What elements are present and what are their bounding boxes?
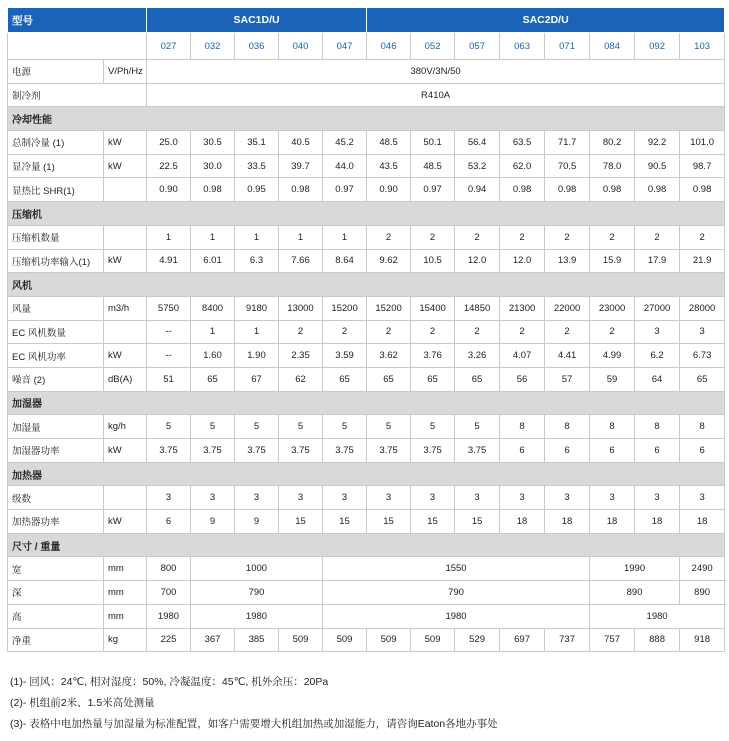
table-cell: 8 [500,415,545,439]
row-label: 风量 [8,296,104,320]
table-cell: 25.0 [147,131,191,155]
table-cell: 64 [635,367,680,391]
table-cell: 5 [235,415,279,439]
table-cell: 53.2 [455,154,500,178]
table-cell: 30.5 [191,131,235,155]
table-cell: 17.9 [635,249,680,273]
table-cell: 6 [680,439,725,463]
row-unit: V/Ph/Hz [104,60,147,84]
table-row [8,225,725,249]
table-cell: 63.5 [500,131,545,155]
table-cell: 2 [545,225,590,249]
blank-cell [8,33,147,60]
footnote-1: (1)- 回风：24℃, 相对湿度：50%, 冷凝温度：45℃, 机外余压：20Pa [10,676,329,688]
table-cell: 2 [367,320,411,344]
table-cell: 44.0 [323,154,367,178]
table-cell: 385 [235,628,279,652]
table-cell: 2 [411,225,455,249]
table-cell: 2 [455,225,500,249]
model-number: 040 [279,33,323,60]
table-cell: 790 [191,581,323,605]
table-cell: 529 [455,628,500,652]
table-row [8,344,725,368]
table-cell: 67 [235,367,279,391]
row-unit: kW [104,131,147,155]
table-cell: 15 [455,510,500,534]
row-unit: mm [104,581,147,605]
table-cell: 98.7 [680,154,725,178]
height-row [8,604,725,628]
model-number: 103 [680,33,725,60]
table-cell: 3.75 [323,439,367,463]
table-cell: 18 [545,510,590,534]
table-row [8,154,725,178]
row-unit: kg/h [104,415,147,439]
table-cell: 92.2 [635,131,680,155]
table-cell: 3 [235,486,279,510]
table-cell: 2 [279,320,323,344]
row-unit: dB(A) [104,367,147,391]
row-label: 级数 [8,486,104,510]
table-cell: 2 [500,225,545,249]
table-cell: 5 [323,415,367,439]
table-cell: 56 [500,367,545,391]
table-cell: 888 [635,628,680,652]
table-cell: 1 [235,225,279,249]
row-unit [104,320,147,344]
table-cell: 3 [411,486,455,510]
table-cell: 8 [590,415,635,439]
row-unit [104,225,147,249]
row-label: 加湿器功率 [8,439,104,463]
table-cell: 0.98 [635,178,680,202]
table-cell: 0.97 [411,178,455,202]
model-number: 036 [235,33,279,60]
footnotes [10,672,498,735]
section-title: 加湿器 [8,391,725,415]
table-cell: 6 [590,439,635,463]
row-unit: kW [104,249,147,273]
table-cell: 1.60 [191,344,235,368]
table-cell: 1.90 [235,344,279,368]
row-label: 净重 [8,628,104,652]
table-cell: 59 [590,367,635,391]
table-cell: 2 [590,225,635,249]
table-row [8,296,725,320]
table-cell: 3 [455,486,500,510]
table-cell: 3.75 [455,439,500,463]
table-cell: 3 [590,486,635,510]
table-cell: 65 [455,367,500,391]
table-row [8,510,725,534]
table-cell: 9.62 [367,249,411,273]
table-row [8,249,725,273]
table-cell: 6.3 [235,249,279,273]
model-label: 型号 [8,8,147,33]
table-cell: 3.75 [279,439,323,463]
group-sac2du: SAC2D/U [367,8,725,33]
table-cell: 0.98 [590,178,635,202]
section-title: 加热器 [8,462,725,486]
table-cell: 3 [635,486,680,510]
table-cell: 18 [680,510,725,534]
table-cell: 7.66 [279,249,323,273]
table-cell: 3.76 [411,344,455,368]
table-cell: 3 [367,486,411,510]
table-cell: 2 [545,320,590,344]
table-cell: 1 [191,225,235,249]
weight-row [8,628,725,652]
table-cell: 2 [635,225,680,249]
table-cell: 737 [545,628,590,652]
table-cell: 1 [235,320,279,344]
table-cell: 509 [323,628,367,652]
table-cell: 0.97 [323,178,367,202]
table-cell: 40.5 [279,131,323,155]
table-cell: 3 [500,486,545,510]
row-unit: kg [104,628,147,652]
table-cell: 0.98 [680,178,725,202]
table-cell: 8400 [191,296,235,320]
table-cell: 6 [500,439,545,463]
footnote-3: (3)- 表格中电加热量与加湿量为标准配置，如客户需要增大机组加热或加湿能力，请咨询Eaton各地办事处 [10,718,498,730]
table-cell: 8 [545,415,590,439]
table-cell: 21300 [500,296,545,320]
table-cell: 6 [635,439,680,463]
section-heater [8,462,725,486]
table-cell: 8 [635,415,680,439]
table-cell: 1980 [323,604,590,628]
table-cell: 5 [191,415,235,439]
table-cell: 10.5 [411,249,455,273]
table-cell: 71.7 [545,131,590,155]
section-title: 压缩机 [8,202,725,226]
table-cell: 6 [545,439,590,463]
refrigerant-value: R410A [147,83,725,107]
row-unit: mm [104,604,147,628]
table-cell: 890 [590,581,680,605]
table-cell: 800 [147,557,191,581]
table-cell: 1 [323,225,367,249]
table-cell: 3 [680,320,725,344]
table-cell: 4.07 [500,344,545,368]
table-cell: 43.5 [367,154,411,178]
table-cell: 700 [147,581,191,605]
table-cell: 22.5 [147,154,191,178]
row-unit: kW [104,510,147,534]
table-row [8,486,725,510]
table-cell: 918 [680,628,725,652]
table-cell: 9 [191,510,235,534]
table-cell: 62.0 [500,154,545,178]
table-cell: 33.5 [235,154,279,178]
table-cell: 62 [279,367,323,391]
table-cell: 0.98 [545,178,590,202]
table-cell: 6 [147,510,191,534]
table-cell: 80.2 [590,131,635,155]
spec-table [7,7,725,652]
table-cell: 757 [590,628,635,652]
table-cell: 1000 [191,557,323,581]
table-cell: 8.64 [323,249,367,273]
table-cell: 30.0 [191,154,235,178]
table-cell: 65 [411,367,455,391]
table-cell: 3.62 [367,344,411,368]
table-cell: 90.5 [635,154,680,178]
model-number: 046 [367,33,411,60]
table-cell: 6.01 [191,249,235,273]
table-cell: 9180 [235,296,279,320]
row-unit: kW [104,154,147,178]
table-cell: 13.9 [545,249,590,273]
table-cell: 21.9 [680,249,725,273]
row-unit: m3/h [104,296,147,320]
table-cell: 1990 [590,557,680,581]
row-label: 噪音 (2) [8,367,104,391]
width-row [8,557,725,581]
table-cell: 14850 [455,296,500,320]
table-cell: 22000 [545,296,590,320]
table-cell: 3 [635,320,680,344]
section-title: 尺寸 / 重量 [8,533,725,557]
table-cell: 3 [191,486,235,510]
section-fan [8,273,725,297]
table-cell: 1 [147,225,191,249]
table-cell: 27000 [635,296,680,320]
table-cell: 8 [680,415,725,439]
table-cell: 2490 [680,557,725,581]
table-cell: -- [147,344,191,368]
table-cell: 2.35 [279,344,323,368]
table-cell: 4.41 [545,344,590,368]
table-cell: 13000 [279,296,323,320]
row-label: 压缩机功率输入(1) [8,249,104,273]
table-row [8,367,725,391]
table-header-row [8,8,725,33]
table-cell: 45.2 [323,131,367,155]
row-label: 加热器功率 [8,510,104,534]
model-number: 057 [455,33,500,60]
table-cell: 65 [680,367,725,391]
table-cell: 15.9 [590,249,635,273]
table-cell: 101.0 [680,131,725,155]
model-number: 027 [147,33,191,60]
table-cell: 5750 [147,296,191,320]
table-cell: 5 [147,415,191,439]
depth-row [8,581,725,605]
table-cell: 18 [500,510,545,534]
row-label: 显冷量 (1) [8,154,104,178]
table-cell: 367 [191,628,235,652]
row-label: 电源 [8,60,104,84]
table-cell: 15 [411,510,455,534]
table-cell: 65 [191,367,235,391]
table-cell: -- [147,320,191,344]
table-cell: 2 [323,320,367,344]
table-cell: 1980 [590,604,725,628]
table-cell: 18 [590,510,635,534]
refrigerant-row [8,83,725,107]
table-cell: 2 [411,320,455,344]
table-cell: 4.91 [147,249,191,273]
table-cell: 1980 [147,604,191,628]
table-row [8,439,725,463]
table-cell: 2 [455,320,500,344]
power-row [8,60,725,84]
table-cell: 0.90 [147,178,191,202]
table-cell: 3.75 [367,439,411,463]
table-cell: 6.73 [680,344,725,368]
model-number: 092 [635,33,680,60]
table-cell: 3 [147,486,191,510]
row-unit: kW [104,439,147,463]
model-number: 032 [191,33,235,60]
table-cell: 6.2 [635,344,680,368]
table-cell: 225 [147,628,191,652]
table-cell: 697 [500,628,545,652]
table-cell: 2 [590,320,635,344]
table-cell: 1 [279,225,323,249]
table-cell: 35.1 [235,131,279,155]
table-cell: 5 [455,415,500,439]
row-label: 高 [8,604,104,628]
row-label: EC 风机数量 [8,320,104,344]
table-cell: 23000 [590,296,635,320]
table-cell: 509 [279,628,323,652]
table-cell: 28000 [680,296,725,320]
section-compressor [8,202,725,226]
row-unit [104,178,147,202]
model-number: 071 [545,33,590,60]
table-cell: 12.0 [500,249,545,273]
table-cell: 3 [323,486,367,510]
table-cell: 51 [147,367,191,391]
row-label: 总制冷量 (1) [8,131,104,155]
model-number-row [8,33,725,60]
table-cell: 3.75 [235,439,279,463]
group-sac1du: SAC1D/U [147,8,367,33]
row-label: 加湿量 [8,415,104,439]
table-cell: 12.0 [455,249,500,273]
table-cell: 3.59 [323,344,367,368]
table-cell: 509 [411,628,455,652]
table-cell: 48.5 [411,154,455,178]
table-cell: 15200 [367,296,411,320]
table-cell: 9 [235,510,279,534]
model-number: 052 [411,33,455,60]
table-row [8,178,725,202]
model-number: 047 [323,33,367,60]
table-cell: 15200 [323,296,367,320]
section-title: 风机 [8,273,725,297]
table-cell: 3.26 [455,344,500,368]
table-cell: 2 [500,320,545,344]
table-cell: 4.99 [590,344,635,368]
row-unit: mm [104,557,147,581]
table-cell: 15400 [411,296,455,320]
power-value: 380V/3N/50 [147,60,725,84]
table-cell: 1980 [191,604,323,628]
row-unit [104,486,147,510]
table-cell: 0.94 [455,178,500,202]
table-cell: 5 [367,415,411,439]
row-label: 显热比 SHR(1) [8,178,104,202]
model-number: 084 [590,33,635,60]
table-cell: 790 [323,581,590,605]
table-cell: 2 [367,225,411,249]
table-cell: 0.98 [279,178,323,202]
row-label: 压缩机数量 [8,225,104,249]
table-cell: 2 [680,225,725,249]
table-cell: 3.75 [147,439,191,463]
table-row [8,131,725,155]
table-cell: 3 [545,486,590,510]
table-cell: 70.5 [545,154,590,178]
table-cell: 0.98 [500,178,545,202]
table-cell: 0.95 [235,178,279,202]
table-cell: 15 [279,510,323,534]
table-cell: 3.75 [191,439,235,463]
table-cell: 509 [367,628,411,652]
row-label: 深 [8,581,104,605]
footnote-2: (2)- 机组前2米、1.5米高处测量 [10,697,155,709]
table-cell: 890 [680,581,725,605]
table-cell: 5 [279,415,323,439]
row-label: 制冷剂 [8,83,147,107]
section-cooling [8,107,725,131]
model-number: 063 [500,33,545,60]
table-row [8,320,725,344]
table-cell: 3 [279,486,323,510]
row-label: EC 风机功率 [8,344,104,368]
row-label: 宽 [8,557,104,581]
table-cell: 3.75 [411,439,455,463]
table-cell: 48.5 [367,131,411,155]
table-cell: 0.90 [367,178,411,202]
table-cell: 39.7 [279,154,323,178]
table-cell: 0.98 [191,178,235,202]
table-cell: 78.0 [590,154,635,178]
table-cell: 3 [680,486,725,510]
table-cell: 15 [323,510,367,534]
row-unit: kW [104,344,147,368]
section-title: 冷却性能 [8,107,725,131]
table-cell: 57 [545,367,590,391]
table-cell: 18 [635,510,680,534]
section-humidifier [8,391,725,415]
table-cell: 15 [367,510,411,534]
table-cell: 5 [411,415,455,439]
table-cell: 65 [323,367,367,391]
table-row [8,415,725,439]
section-dimensions [8,533,725,557]
table-cell: 1 [191,320,235,344]
table-cell: 65 [367,367,411,391]
table-cell: 50.1 [411,131,455,155]
table-cell: 1550 [323,557,590,581]
table-cell: 56.4 [455,131,500,155]
